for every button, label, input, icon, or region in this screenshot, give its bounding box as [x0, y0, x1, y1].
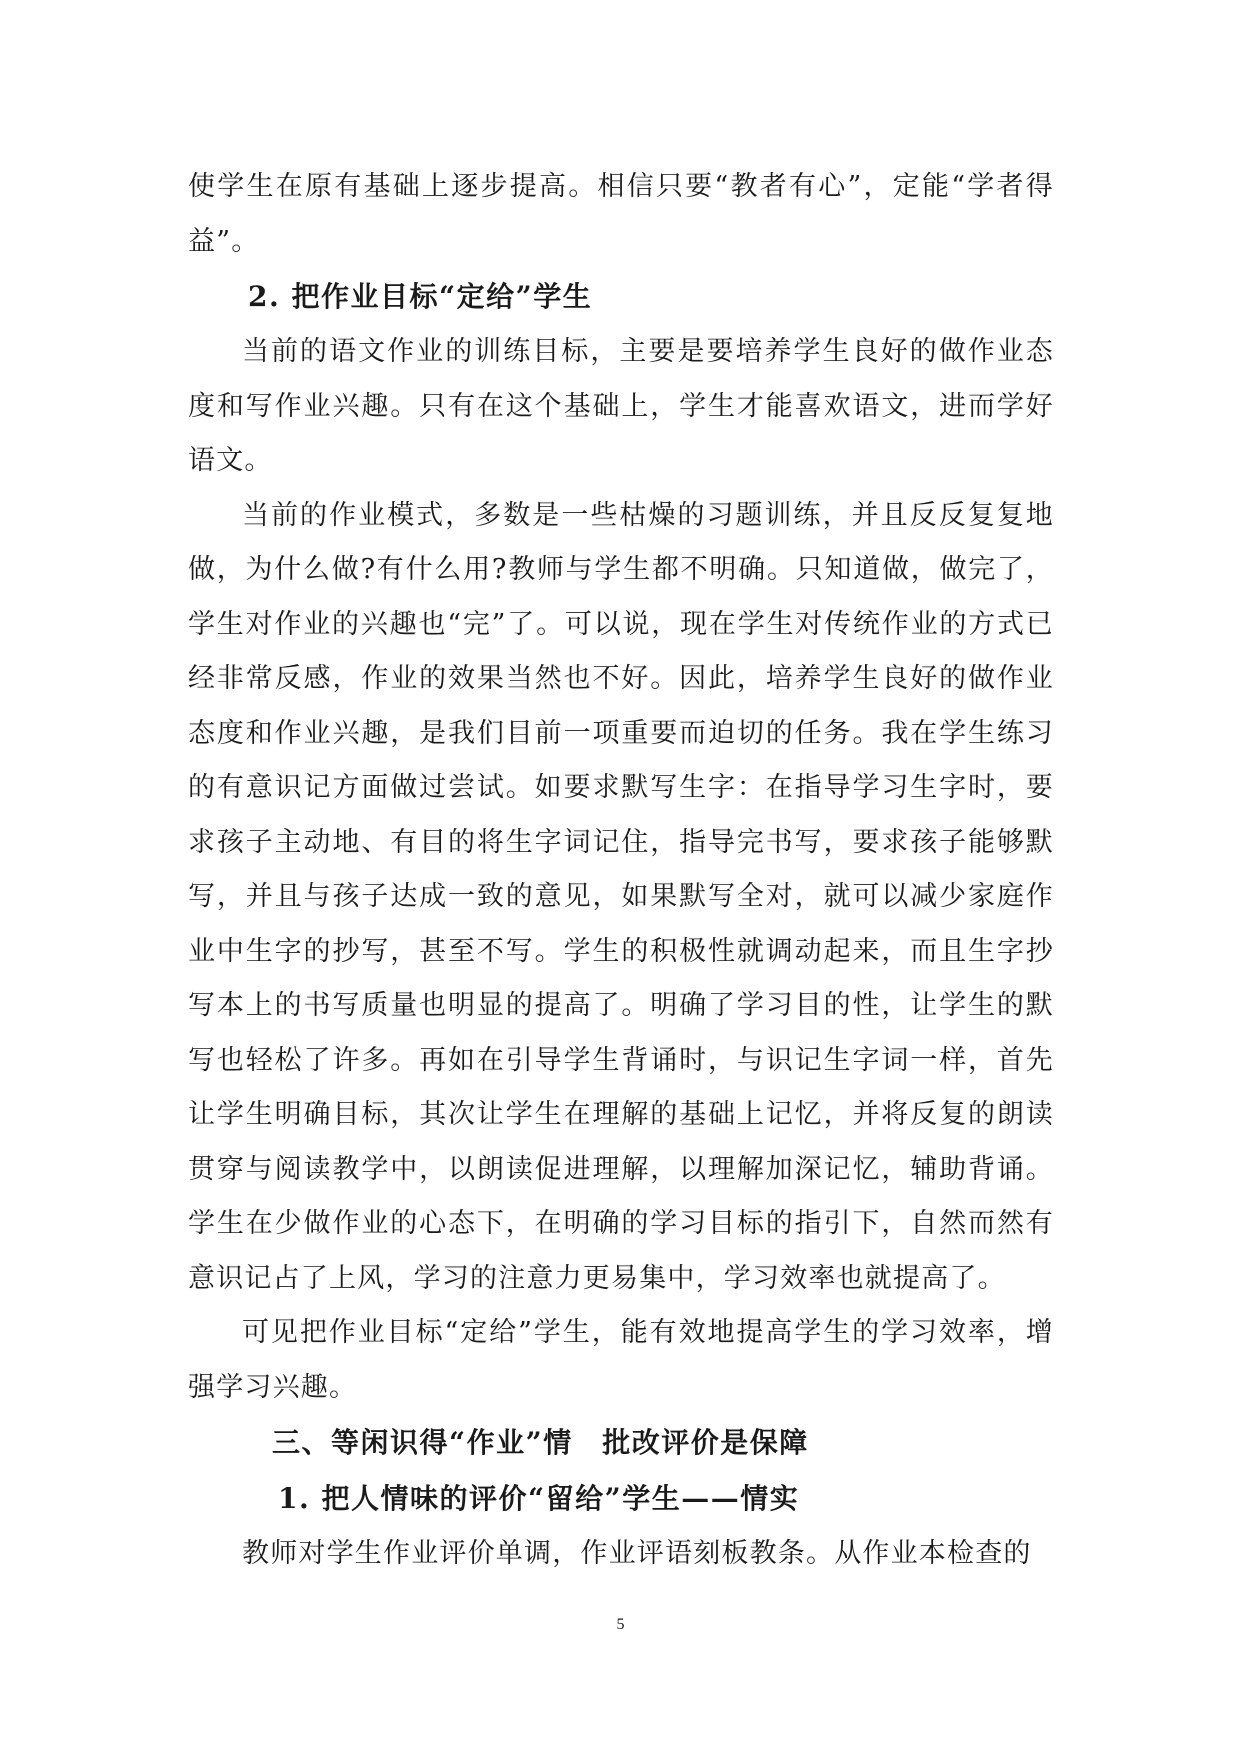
paragraph-homework-mode: 当前的作业模式，多数是一些枯燥的习题训练，并且反反复复地做，为什么做?有什么用?教师与学生都不明确。只知道做，做完了，学生对作业的兴趣也“完”了。可以说，现在学生对传统作业的方式已经非常反感，作业的效果当然也不好。因此，培养学生良好的做作业态度和作业兴趣，是我们目前一项重要而迫切的任务。我在学生练习的有意识记方面做过尝试。如要求默写生字：在指导学习生字时，要求孩子主动地、有目的将生字词记住，指导完书写，要求孩子能够默写，并且与孩子达成一致的意见，如果默写全对，就可以减少家庭作业中生字的抄写，甚至不写。学生的积极性就调动起来，而且生字抄写本上的书写质量也明显的提高了。明确了学习目的性，让学生的默写也轻松了许多。再如在引导学生背诵时，与识记生字词一样，首先让学生明确目标，其次让学生在理解的基础上记忆，并将反复的朗读贯穿与阅读教学中，以朗读促进理解，以理解加深记忆，辅助背诵。学生在少做作业的心态下，在明确的学习目标的指引下，自然而然有意识记占了上风，学习的注意力更易集中，学习效率也就提高了。 [188, 499, 1054, 1294]
paragraph-evaluation: 教师对学生作业评价单调，作业评语刻板教条。从作业本检查的 [242, 1538, 1032, 1569]
paragraph-training-goal: 当前的语文作业的训练目标，主要是要培养学生良好的做作业态度和写作业兴趣。只有在这个基础上，学生才能喜欢语文，进而学好语文。 [188, 336, 1054, 476]
page-number: 5 [616, 1616, 625, 1633]
chapter-heading-3: 三、等闲识得“作业”情 批改评价是保障 [272, 1426, 809, 1459]
section-heading-2: 2. 把作业目标“定给”学生 [248, 280, 593, 313]
paragraph-continuation: 使学生在原有基础上逐步提高。相信只要“教者有心”，定能“学者得益”。 [188, 171, 1054, 257]
page-content [188, 160, 1054, 1582]
section-heading-3-1: 1. 把人情味的评价“留给”学生——情实 [278, 1482, 800, 1515]
paragraph-conclusion: 可见把作业目标“定给”学生，能有效地提高学生的学习效率，增强学习兴趣。 [188, 1317, 1054, 1403]
